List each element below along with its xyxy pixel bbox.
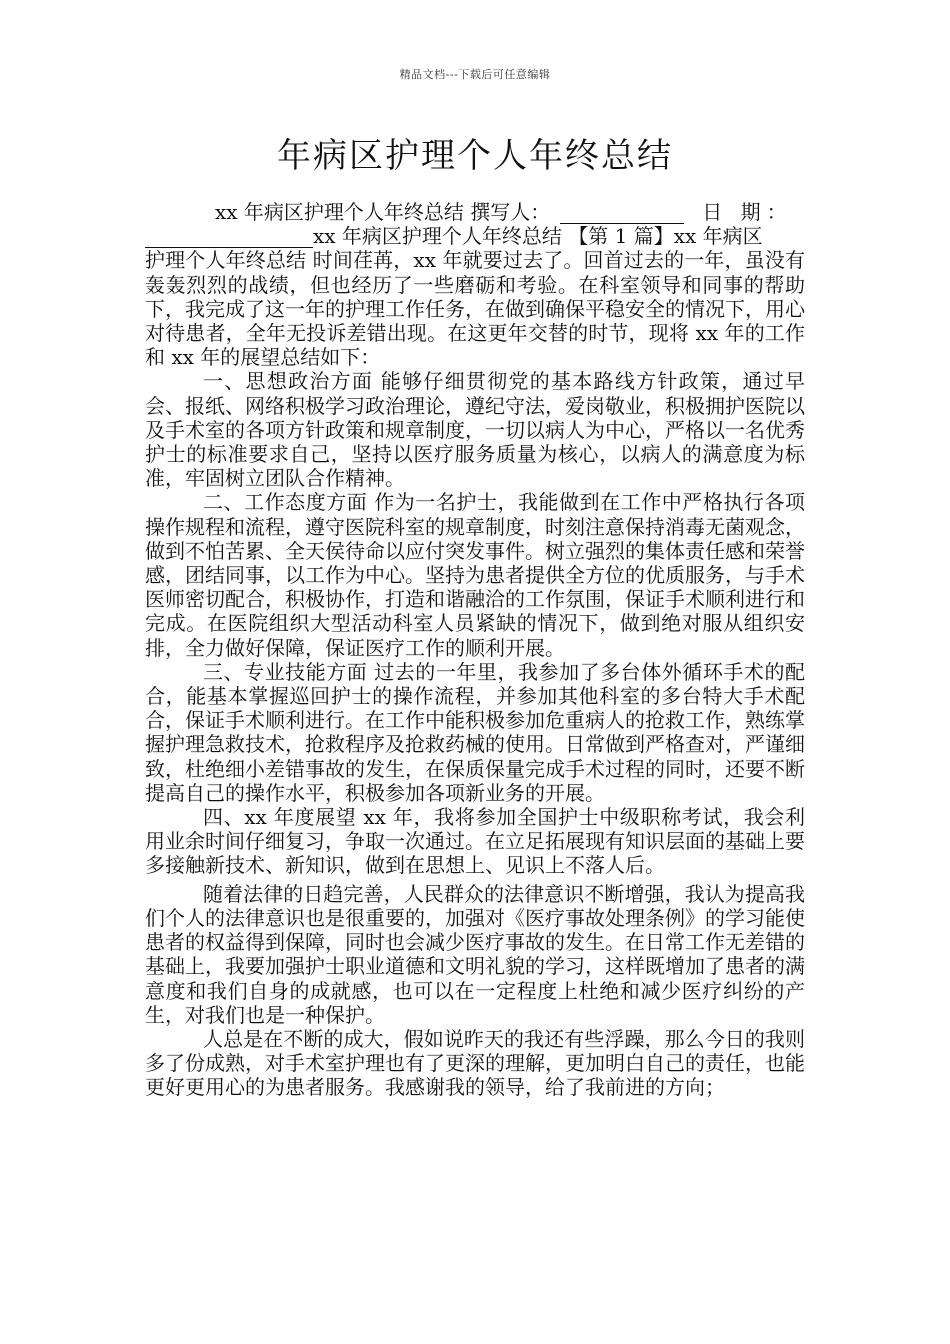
document-body: [145, 200, 805, 1100]
date-blank: [145, 227, 313, 248]
intro-paragraph: 护理个人年终总结 时间荏苒，xx 年就要过去了。回首过去的一年，虽没有轰轰烈烈的战绩，但也经历了一些磨砺和考验。在科室领导和同事的帮助下，我完成了这一年的护理工作任务，在做到确保平稳安全的情况下，用心对待患者，全年无投诉差错出现。在这更年交替的时节，现将 xx 年的工作和 xx 年的展望总结如下：: [145, 248, 805, 370]
meta-line2-text: xx 年病区护理个人年终总结 【第 1 篇】xx 年病区: [313, 224, 763, 249]
header-note: 精品文档---下载后可任意编辑: [399, 68, 551, 81]
paragraph-skills: 三、专业技能方面 过去的一年里，我参加了多台体外循环手术的配合，能基本掌握巡回护士的操作流程，并参加其他科室的多台特大手术配合，保证手术顺利进行。在工作中能积极参加危重病人的抢救工作，熟练掌握护理急救技术，抢救程序及抢救药械的使用。日常做到严格查对，严谨细致，杜绝细小差错事故的发生，在保质保量完成手术过程的同时，还要不断提高自己的操作水平，积极参加各项新业务的开展。: [145, 659, 805, 805]
paragraph-attitude: 二、工作态度方面 作为一名护士，我能做到在工作中严格执行各项操作规程和流程，遵守医院科室的规章制度，时刻注意保持消毒无菌观念，做到不怕苦累、全天侯待命以应付突发事件。树立强烈的集体责任感和荣誉感，团结同事，以工作为中心。坚持为患者提供全方位的优质服务，与手术医师密切配合，积极协作，打造和谐融洽的工作氛围，保证手术顺利进行和完成。在医院组织大型活动科室人员紧缺的情况下，做到绝对服从组织安排，全力做好保障，保证医疗工作的顺利开展。: [145, 490, 805, 660]
paragraph-law: 随着法律的日趋完善，人民群众的法律意识不断增强，我认为提高我们个人的法律意识也是很重要的，加强对《医疗事故处理条例》的学习能使患者的权益得到保障，同时也会减少医疗事故的发生。在日常工作无差错的基础上，我要加强护士职业道德和文明礼貌的学习，这样既增加了患者的满意度和我们自身的成就感，也可以在一定程度上杜绝和减少医疗纠纷的产生，对我们也是一种保护。: [145, 881, 805, 1027]
meta-line-date: [145, 224, 805, 248]
paragraph-growth: 人总是在不断的成大，假如说昨天的我还有些浮躁，那么今日的我则多了份成熟，对手术室护理也有了更深的理解，更加明白自己的责任，也能更好更用心的为患者服务。我感谢我的领导，给了我前进的方向；: [145, 1026, 805, 1100]
document-title: 年病区护理个人年终总结: [277, 136, 673, 176]
meta-line-author: [145, 200, 805, 224]
author-blank: [560, 203, 684, 224]
paragraph-political: 一、思想政治方面 能够仔细贯彻党的基本路线方针政策，通过早会、报纸、网络积极学习政治理论，遵纪守法，爱岗敬业，积极拥护医院以及手术室的各项方针政策和规章制度，一切以病人为中心，严格以一名优秀护士的标准要求自己，坚持以医疗服务质量为核心，以病人的满意度为标准，牢固树立团队合作精神。: [145, 369, 805, 491]
meta-author-text: xx 年病区护理个人年终总结 撰写人：: [215, 200, 551, 224]
paragraph-outlook: 四、xx 年度展望 xx 年，我将参加全国护士中级职称考试，我会利用业余时间仔细复习，争取一次通过。在立足拓展现有知识层面的基础上要多接触新技术、新知识，做到在思想上、见识上不落人后。: [145, 805, 805, 878]
meta-date-label: 日 期：: [702, 200, 793, 224]
